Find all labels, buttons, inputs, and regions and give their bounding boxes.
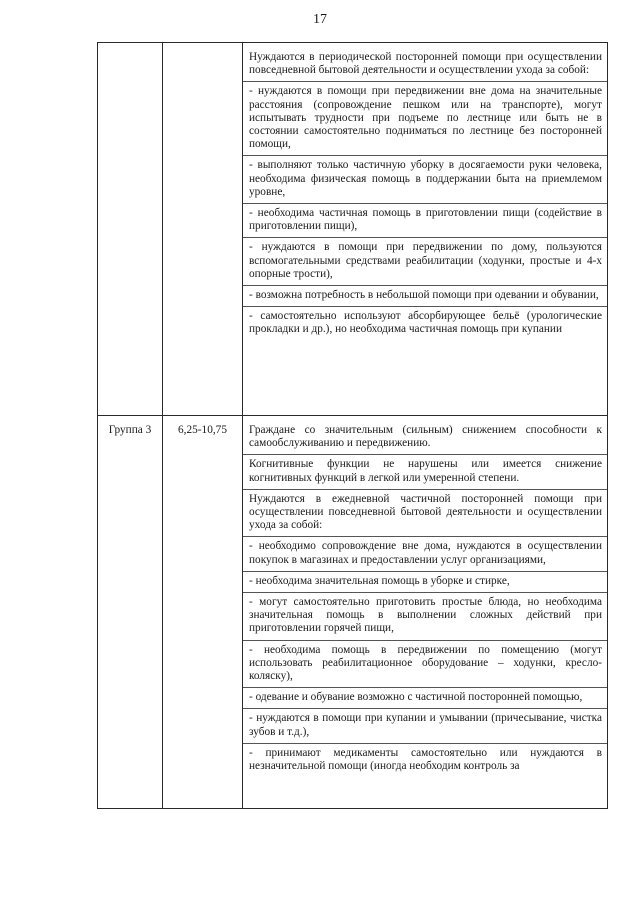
description-paragraph: - нуждаются в помощи при передвижении вне дома на значительные расстояния (сопровождение пешком или на транспорте), могут испытывать трудности при подъеме по лестнице или быть не в состоянии самостоятельно подниматься по лестнице без посторонней помощи, — [243, 81, 607, 155]
table-row — [98, 416, 608, 809]
description-paragraph: - принимают медикаменты самостоятельно или нуждаются в незначительной помощи (иногда необходим контроль за — [243, 743, 607, 777]
description-paragraph: Нуждаются в периодической посторонней помощи при осуществлении повседневной бытовой деятельности и осуществлении ухода за собой: — [249, 51, 602, 77]
description-cell — [243, 416, 608, 809]
score-cell — [163, 43, 243, 416]
description-paragraph: - нуждаются в помощи при купании и умывании (причесывание, чистка зубов и т.д.), — [243, 708, 607, 742]
score-range: 6,25-10,75 — [178, 424, 227, 436]
description-paragraph: - нуждаются в помощи при передвижении по дому, пользуются вспомогательными средствами реабилитации (ходунки, простые и 4-х опорные трости), — [243, 237, 607, 285]
group-cell — [98, 416, 163, 809]
score-cell — [163, 416, 243, 809]
description-paragraph: - необходима частичная помощь в приготовлении пищи (содействие в приготовлении пищи), — [243, 203, 607, 237]
description-paragraph: - необходима значительная помощь в уборке и стирке, — [243, 571, 607, 592]
description-paragraph: Когнитивные функции не нарушены или имеется снижение когнитивных функций в легкой или умеренной степени. — [243, 454, 607, 488]
description-paragraph: Нуждаются в ежедневной частичной посторонней помощи при осуществлении повседневной бытовой деятельности и осуществлении ухода за собой: — [243, 489, 607, 537]
description-paragraph: - самостоятельно используют абсорбирующее бельё (урологические прокладки и др.), но необходима частичная помощь при купании — [243, 306, 607, 340]
description-paragraph: - возможна потребность в небольшой помощи при одевании и обувании, — [243, 285, 607, 306]
score-range — [163, 43, 242, 51]
assessment-table — [97, 42, 608, 809]
group-cell — [98, 43, 163, 416]
description-paragraph: - выполняют только частичную уборку в досягаемости руки человека, необходима физическая помощь в поддержании быта на приемлемом уровне, — [243, 155, 607, 203]
group-label: Группа 3 — [108, 424, 152, 436]
description-paragraph: - необходима помощь в передвижении по помещению (могут использовать реабилитационное оборудование – ходунки, кресло-коляску), — [243, 640, 607, 688]
description-cell — [243, 43, 608, 416]
description-paragraph: - одевание и обувание возможно с частичной посторонней помощью, — [243, 687, 607, 708]
table-row — [98, 43, 608, 416]
description-paragraph: Граждане со значительным (сильным) снижением способности к самообслуживанию и передвижению. — [249, 424, 602, 450]
page-number: 17 — [313, 12, 327, 27]
description-paragraph: - могут самостоятельно приготовить простые блюда, но необходима значительная помощь в выполнении сложных действий при приготовлении горячей пищи, — [243, 592, 607, 640]
group-label — [98, 43, 162, 51]
description-paragraph: - необходимо сопровождение вне дома, нуждаются в осуществлении покупок в магазинах и предоставлении услуг организациями, — [243, 536, 607, 570]
